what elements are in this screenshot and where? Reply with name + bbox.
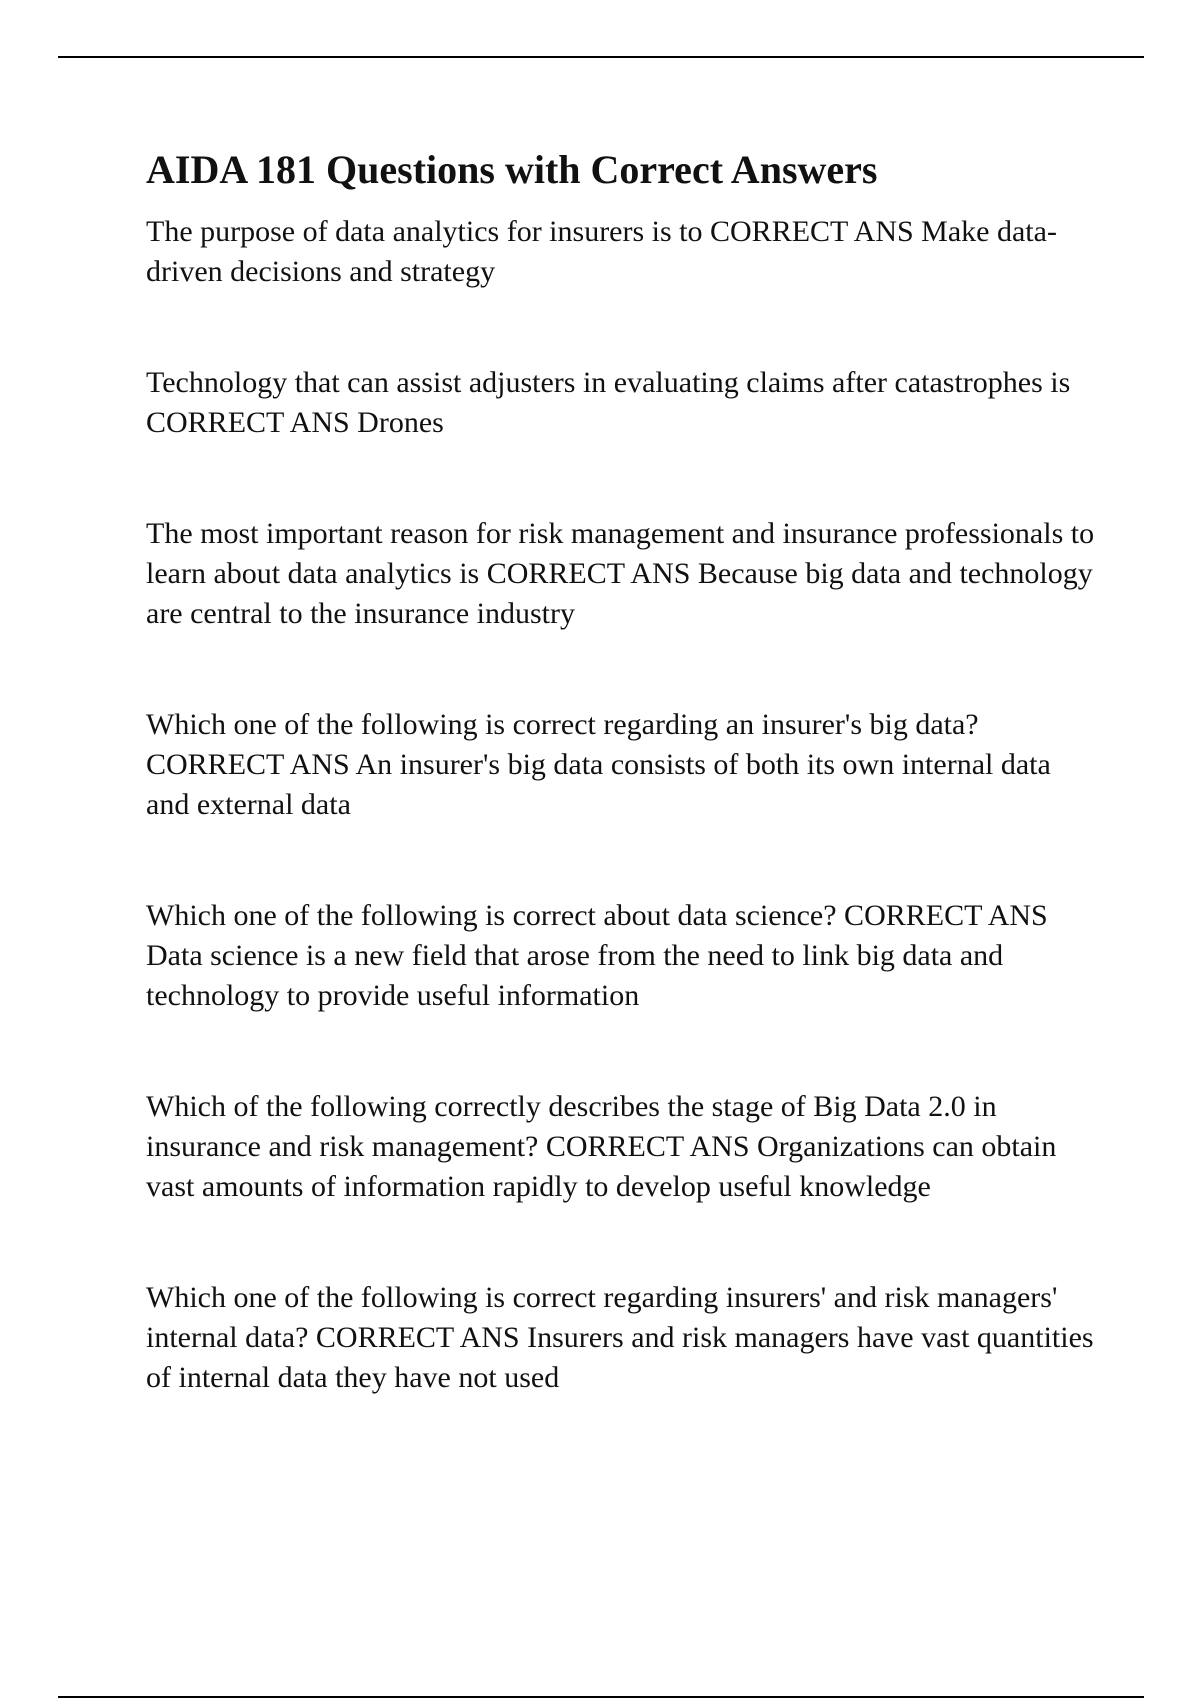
- qa-item: Which of the following correctly describes the stage of Big Data 2.0 in insurance and risk management? CORRECT ANS Organizations can obtain vast amounts of information rapidly to develop useful knowledge: [146, 1090, 1057, 1203]
- qa-item: Technology that can assist adjusters in evaluating claims after catastrophes is CORRECT ANS Drones: [146, 366, 1071, 439]
- document-title: AIDA 181 Questions with Correct Answers: [146, 147, 878, 192]
- header-rule: [58, 56, 1144, 58]
- footer-rule: [58, 1696, 1144, 1698]
- qa-item: The purpose of data analytics for insurers is to CORRECT ANS Make data-driven decisions and strategy: [146, 215, 1057, 288]
- qa-item: Which one of the following is correct regarding insurers' and risk managers' internal data? CORRECT ANS Insurers and risk managers have vast quantities of internal data they have not used: [146, 1281, 1094, 1394]
- qa-list: [146, 212, 1096, 1398]
- qa-item: Which one of the following is correct regarding an insurer's big data? CORRECT ANS An insurer's big data consists of both its own internal data and external data: [146, 708, 1051, 821]
- qa-item: The most important reason for risk management and insurance professionals to learn about data analytics is CORRECT ANS Because big data and technology are central to the insurance industry: [146, 517, 1095, 630]
- document-body: [146, 146, 1096, 1469]
- qa-item: Which one of the following is correct about data science? CORRECT ANS Data science is a new field that arose from the need to link big data and technology to provide useful information: [146, 899, 1048, 1012]
